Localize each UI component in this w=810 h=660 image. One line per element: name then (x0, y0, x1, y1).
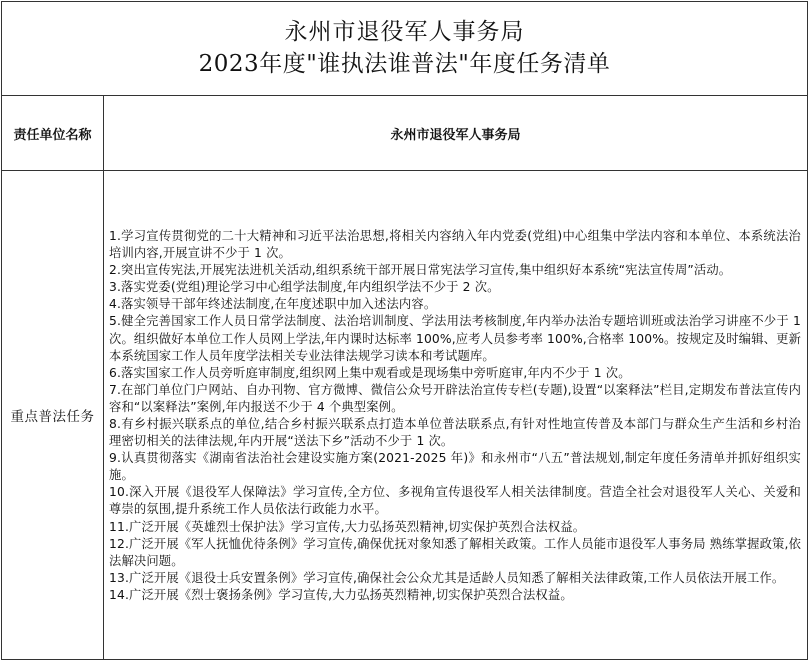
task-item: 3.落实党委(党组)理论学习中心组学法制度,年内组织学法不少于 2 次。 (109, 280, 500, 295)
task-item: 2.突出宣传宪法,开展宪法进机关活动,组织系统干部开展日常宪法学习宣传,集中组织好本系统“宪法宣传周”活动。 (109, 263, 732, 278)
key-tasks-cell (104, 171, 808, 660)
key-tasks-label: 重点普法任务 (2, 171, 104, 660)
task-item: 5.健全完善国家工作人员日常学法制度、法治培训制度、学法用法考核制度,年内举办法治专题培训班或法治学习讲座不少于 1 次。组织做好本单位工作人员网上学法,年内课时达标率 100%,应考人员参考率 100%,合格率 100%。按规定及时编辑、更新本系统国家工作人员年度学法相关专业法律法规学习读本和考试题库。 (109, 314, 802, 363)
task-item: 10.深入开展《退役军人保障法》学习宣传,全方位、多视角宣传退役军人相关法律制度。营造全社会对退役军人关心、关爱和尊崇的氛围,提升系统工作人员依法行政能力水平。 (109, 485, 802, 517)
task-item: 11.广泛开展《英雄烈士保护法》学习宣传,大力弘扬英烈精神,切实保护英烈合法权益。 (109, 519, 586, 534)
task-list (109, 228, 801, 604)
task-item: 4.落实领导干部年终述法制度,在年度述职中加入述法内容。 (109, 297, 437, 312)
task-item: 8.有乡村振兴联系点的单位,结合乡村振兴联系点打造本单位普法联系点,有针对性地宣传普及本部门与群众生产生活和乡村治理密切相关的法律法规,年内开展“送法下乡”活动不少于 1 次。 (109, 417, 802, 449)
responsible-unit-label: 责任单位名称 (2, 96, 104, 171)
task-item: 6.落实国家工作人员旁听庭审制度,组织网上集中观看或是现场集中旁听庭审,年内不少于 1 次。 (109, 365, 631, 380)
document-sheet (1, 1, 809, 652)
responsible-unit-value: 永州市退役军人事务局 (104, 96, 808, 171)
document-title-list: 2023年度"谁执法谁普法"年度任务清单 (198, 50, 611, 77)
task-item: 12.广泛开展《军人抚恤优待条例》学习宣传,确保优抚对象知悉了解相关政策。工作人员能市退役军人事务局 熟练掌握政策,依法解决问题。 (109, 536, 802, 568)
header-row (2, 96, 808, 171)
document-title-org: 永州市退役军人事务局 (284, 18, 525, 45)
task-table (1, 1, 808, 660)
title-row (2, 2, 808, 96)
task-item: 9.认真贯彻落实《湖南省法治社会建设实施方案(2021-2025 年)》和永州市“八五”普法规划,制定年度任务清单并抓好组织实施。 (109, 451, 802, 483)
task-item: 13.广泛开展《退役士兵安置条例》学习宣传,确保社会公众尤其是适龄人员知悉了解相关法律政策,工作人员依法开展工作。 (109, 570, 785, 585)
task-item: 7.在部门单位门户网站、自办刊物、官方微博、微信公众号开辟法治宣传专栏(专题),设置“以案释法”栏目,定期发布普法宣传内容和“以案释法”案例,年内报送不少于 4 个典型案例。 (109, 382, 802, 414)
task-item: 1.学习宣传贯彻党的二十大精神和习近平法治思想,将相关内容纳入年内党委(党组)中心组集中学法内容和本单位、本系统法治培训内容,开展宣讲不少于 1 次。 (109, 228, 802, 261)
title-cell (2, 2, 808, 96)
tasks-row (2, 171, 808, 660)
task-item: 14.广泛开展《烈士褒扬条例》学习宣传,大力弘扬英烈精神,切实保护英烈合法权益。 (109, 587, 573, 602)
